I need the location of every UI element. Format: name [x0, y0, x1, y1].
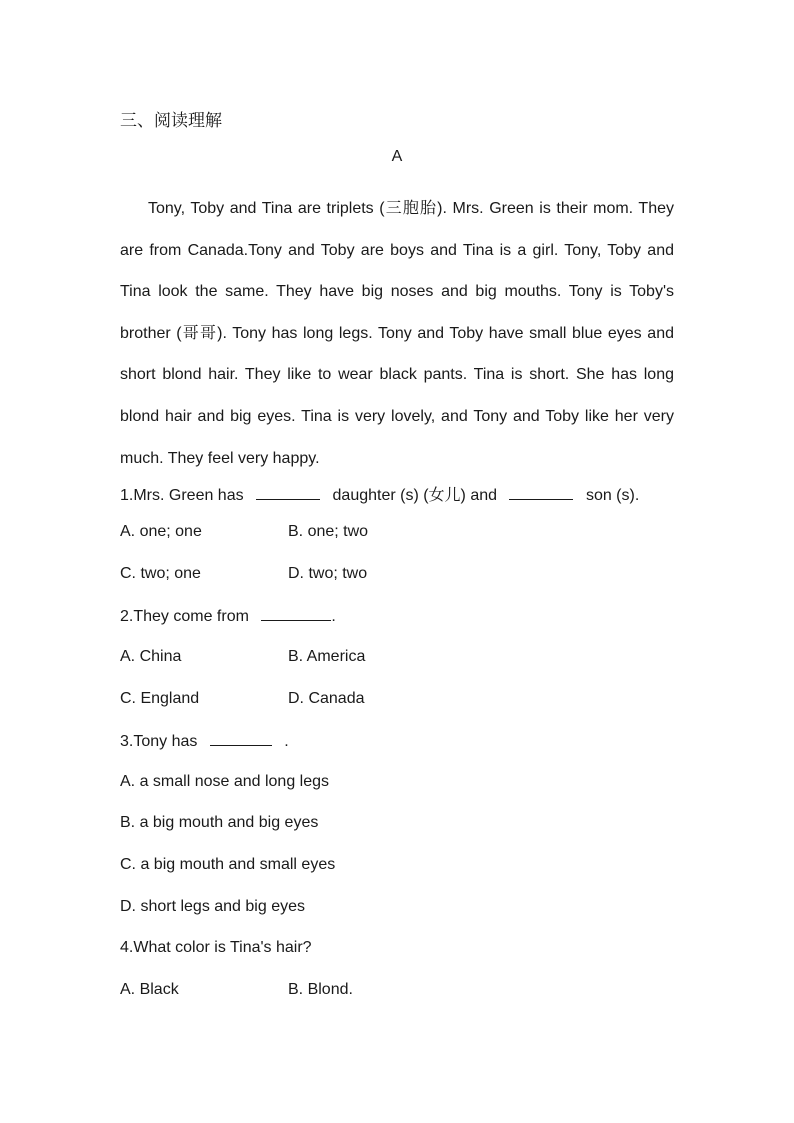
question-1-suffix: son (s). [585, 487, 640, 504]
answer-blank [509, 485, 573, 500]
answer-blank [261, 606, 331, 621]
section-title: 三、阅读理解 [120, 111, 222, 130]
option-2d: D. Canada [288, 690, 365, 707]
question-1-prefix: 1.Mrs. Green has [120, 487, 244, 504]
option-1b: B. one; two [288, 523, 369, 540]
option-3d: D. short legs and big eyes [120, 898, 305, 915]
option-3a: A. a small nose and long legs [120, 773, 330, 790]
option-1d: D. two; two [288, 565, 368, 582]
question-1 [120, 482, 639, 505]
option-1c: C. two; one [120, 565, 201, 582]
option-2a: A. China [120, 648, 182, 665]
option-2b: B. America [288, 648, 366, 665]
passage-label: A [391, 148, 403, 165]
question-3-end: . [284, 733, 289, 750]
question-3 [120, 731, 289, 751]
question-3-stem: 3.Tony has [120, 733, 198, 750]
option-1a: A. one; one [120, 523, 202, 540]
option-4a: A. Black [120, 981, 179, 998]
answer-blank [256, 485, 320, 500]
question-2 [120, 606, 336, 626]
question-4-stem: 4.What color is Tina's hair? [120, 939, 312, 956]
question-1-middle: daughter (s) (女儿) and [332, 487, 498, 504]
reading-passage: Tony, Toby and Tina are triplets (三胞胎). Mrs. Green is their mom. They are from Canada.Tony and Toby are boys and Tina is a girl. Tony, Toby and Tina look the same. They have big noses and big mouths. Tony is Toby's brother (哥哥). Tony has long legs. Tony and Toby have small blue eyes and short blond hair. They like to wear black pants. Tina is short. She has long blond hair and big eyes. Tina is very lovely, and Tony and Toby like her very much. They feel very happy. [120, 200, 674, 467]
option-3c: C. a big mouth and small eyes [120, 856, 336, 873]
option-3b: B. a big mouth and big eyes [120, 814, 319, 831]
answer-blank [210, 731, 272, 746]
question-2-end: . [331, 608, 336, 625]
question-2-stem: 2.They come from [120, 608, 249, 625]
option-2c: C. England [120, 690, 200, 707]
question-4 [120, 939, 312, 957]
option-4b: B. Blond. [288, 981, 353, 998]
